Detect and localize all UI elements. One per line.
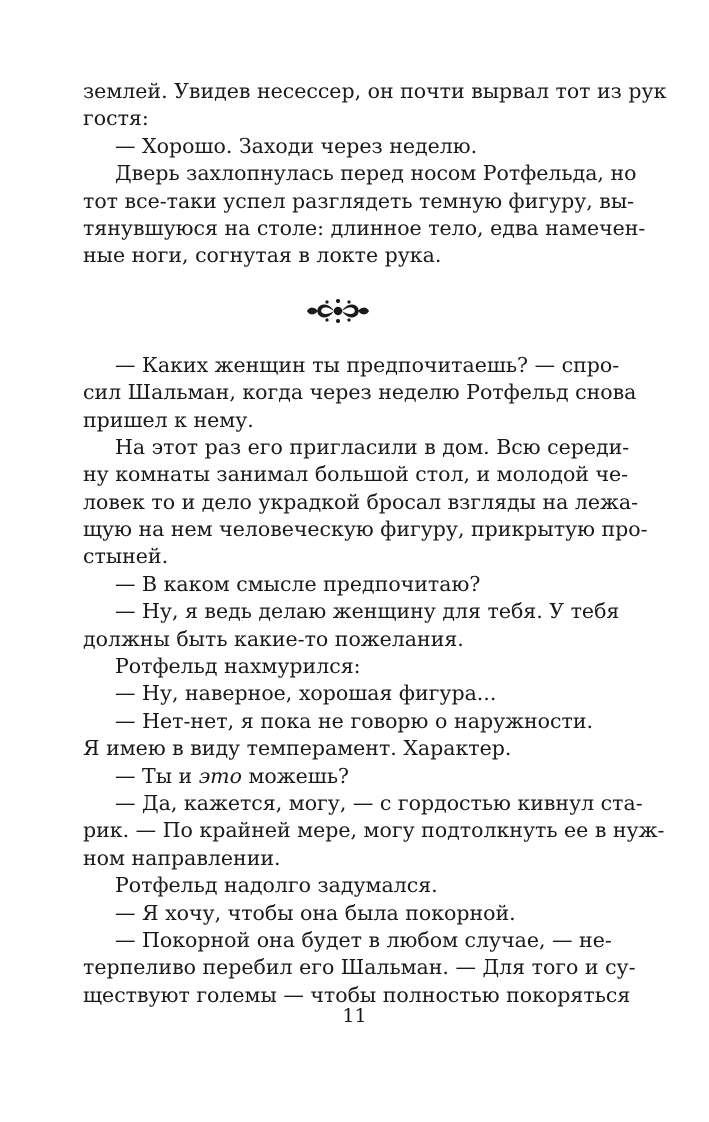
page-number: 11 (342, 1005, 367, 1027)
text-line: землей. Увидев несессер, он почти вырвал тот из рук (83, 79, 667, 103)
text-line: пришел к нему. (83, 407, 254, 432)
text-line: — Ну, наверное, хорошая фигура... (115, 681, 497, 706)
text-line: Ротфельд надолго задумался. (115, 873, 438, 898)
text-line: — Каких женщин ты предпочитаешь? — спро- (115, 352, 620, 377)
text-line: терпеливо перебил его Шальман. — Для того и су- (83, 955, 636, 980)
text-block-1 (83, 78, 667, 270)
text-line: ществуют големы — чтобы полностью покоряться (83, 982, 631, 1007)
text-line: — В каком смысле предпочитаю? (115, 571, 481, 596)
text-line: ном направлении. (83, 845, 281, 870)
text-line: Я имею в виду темперамент. Характер. (83, 736, 512, 761)
text-line: — Хорошо. Заходи через неделю. (115, 133, 478, 158)
text-line: На этот раз его пригласили в дом. Всю середи- (115, 434, 630, 459)
text-line: стыней. (83, 544, 169, 569)
fleuron-ornament-icon (305, 297, 371, 325)
text-block-2 (83, 352, 648, 763)
text-line: ные ноги, согнутая в локте рука. (83, 243, 442, 268)
text-line: — Ну, я ведь делаю женщину для тебя. У тебя (115, 599, 620, 624)
page-text (83, 78, 667, 1009)
text-block-3 (83, 790, 665, 1009)
text-line: — Покорной она будет в любом случае, — не- (115, 927, 612, 952)
text-line: щую на нем человеческую фигуру, прикрытую про- (83, 517, 648, 542)
text-line: тянувшуюся на столе: длинное тело, едва намечен- (83, 215, 646, 240)
text-line: — Нет-нет, я пока не говорю о наружности. (115, 708, 593, 733)
text-line: — Да, кажется, могу, — с гордостью кивнул ста- (115, 790, 643, 815)
text-line-italic: — Ты и это можешь? (115, 763, 349, 788)
italic-word: это (198, 763, 242, 788)
section-break (83, 270, 593, 352)
text-line: — Я хочу, чтобы она была покорной. (115, 900, 516, 925)
text-line: тот все-таки успел разглядеть темную фигуру, вы- (83, 188, 635, 213)
text-line: Ротфельд нахмурился: (115, 654, 361, 679)
text-line: рик. — По крайней мере, могу подтолкнуть ее в нуж- (83, 818, 665, 843)
text-line: ну комнаты занимал большой стол, и молодой че- (83, 462, 629, 487)
text-line: гостя: (83, 106, 149, 131)
text-line: сил Шальман, когда через неделю Ротфельд снова (83, 380, 637, 405)
text-line: Дверь захлопнулась перед носом Ротфельда, но (115, 161, 637, 186)
text-line: должны быть какие-то пожелания. (83, 626, 464, 651)
text-line: ловек то и дело украдкой бросал взгляды на лежа- (83, 489, 639, 514)
